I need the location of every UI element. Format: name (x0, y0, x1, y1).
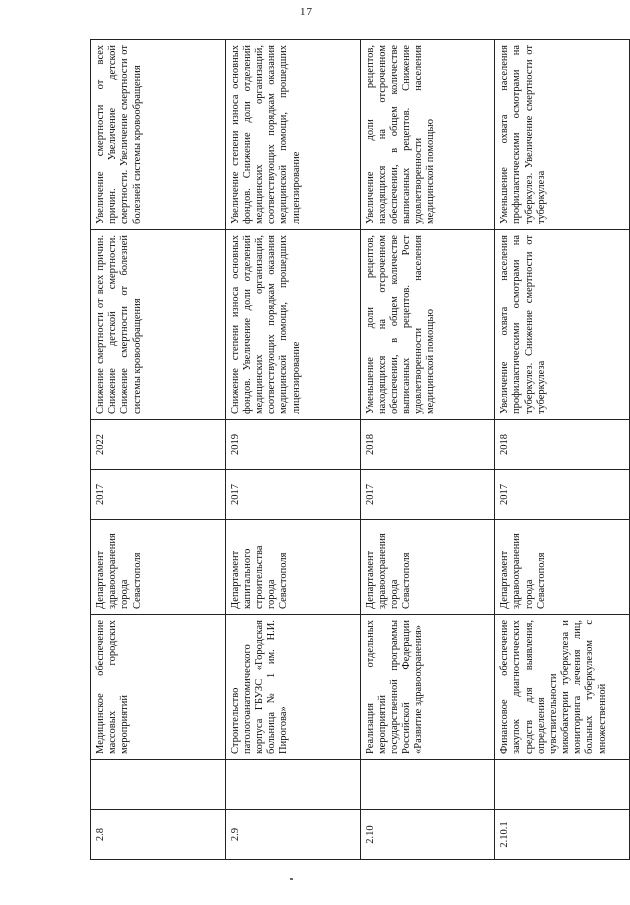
empty-cell (225, 760, 360, 810)
table-row (495, 40, 630, 860)
start-year: 2017 (225, 470, 360, 520)
table-row (225, 40, 360, 860)
end-year: 2019 (225, 420, 360, 470)
table-row (360, 40, 495, 860)
expected-result: Снижение смертности от всех причин. Снижение детской смертности. Снижение смертности от болезней системы кровообращения (91, 230, 226, 420)
measure-name: Финансовое обеспечение закупок диагностических средств для выявления, определения чувствительности микобактерии туберкулеза и мониторинга лечения лиц, больных туберкулезом с множественной (495, 615, 630, 760)
row-number: 2.9 (225, 810, 360, 860)
empty-cell (360, 760, 495, 810)
row-number: 2.10.1 (495, 810, 630, 860)
start-year: 2017 (495, 470, 630, 520)
executor: Департамент здравоохранения города Севастополя (495, 520, 630, 615)
end-year: 2018 (495, 420, 630, 470)
page-number: 17 (300, 6, 313, 18)
executor: Департамент здравоохранения города Севастополя (360, 520, 495, 615)
start-year: 2017 (91, 470, 226, 520)
consequence-result: Увеличение смертности от всех причин. Увеличение детской смертности. Увеличение смертности от болезней системы кровообращения (91, 40, 226, 230)
executor: Департамент капитального строительства города Севастополя (225, 520, 360, 615)
table-row (91, 40, 226, 860)
executor: Департамент здравоохранения города Севастополя (91, 520, 226, 615)
expected-result: Увеличение охвата населения профилактическими осмотрами на туберкулез. Снижение смертности от туберкулеза (495, 230, 630, 420)
start-year: 2017 (360, 470, 495, 520)
row-number: 2.8 (91, 810, 226, 860)
scan-speck (290, 878, 293, 880)
empty-cell (91, 760, 226, 810)
rotated-table-container (90, 40, 630, 860)
end-year: 2022 (91, 420, 226, 470)
measures-table (90, 39, 630, 860)
expected-result: Уменьшение доли рецептов, находящихся на отсроченном обеспечении, в общем количестве выписанных рецептов. Рост удовлетворенности населения медицинской помощью (360, 230, 495, 420)
empty-cell (495, 760, 630, 810)
consequence-result: Увеличение степени износа основных фондов. Снижение доли отделений медицинских организаций, соответствующих порядкам оказания медицинской помощи, прошедших лицензирование (225, 40, 360, 230)
measure-name: Строительство патологоанатомического корпуса ГБУЗС «Городская больница № 1 им. Н.И. Пирогова» (225, 615, 360, 760)
expected-result: Снижение степени износа основных фондов. Увеличение доли отделений медицинских организаций, соответствующих порядкам оказания медицинской помощи, прошедших лицензирование (225, 230, 360, 420)
consequence-result: Увеличение доли рецептов, находящихся на отсроченном обеспечении, в общем количестве выписанных рецептов. Снижение удовлетворенности населения медицинской помощью (360, 40, 495, 230)
consequence-result: Уменьшение охвата населения профилактическими осмотрами на туберкулез. Увеличение смертности от туберкулеза (495, 40, 630, 230)
measure-name: Медицинское обеспечение массовых городских мероприятий (91, 615, 226, 760)
row-number: 2.10 (360, 810, 495, 860)
end-year: 2018 (360, 420, 495, 470)
measure-name: Реализация отдельных мероприятий государственной программы Российской Федерации «Развитие здравоохранения» (360, 615, 495, 760)
